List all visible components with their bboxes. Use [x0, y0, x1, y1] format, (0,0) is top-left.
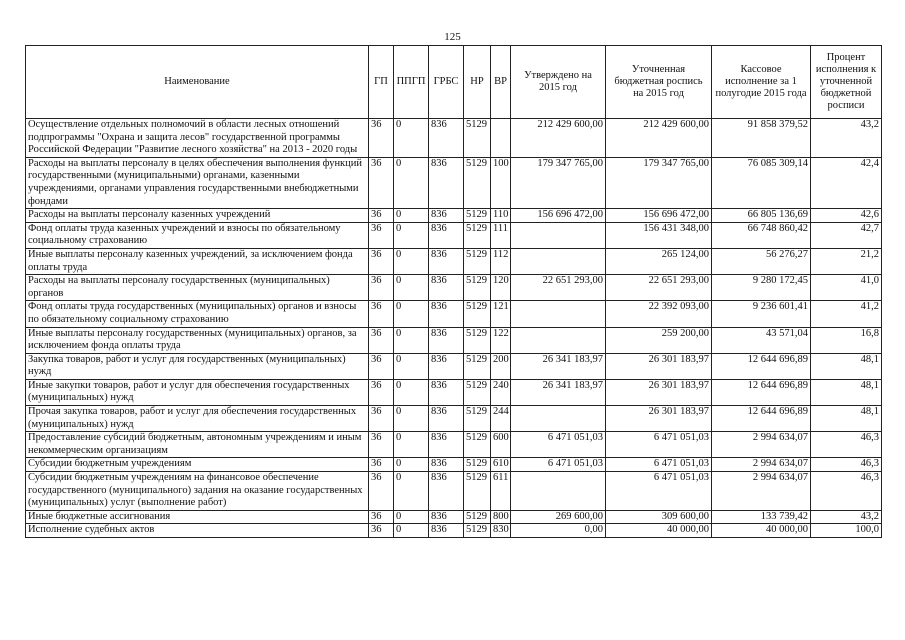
row-name: Иные выплаты персоналу казенных учреждений, за исключением фонда оплаты труда: [26, 248, 369, 274]
row-approved: 212 429 600,00: [511, 119, 606, 158]
row-refined: 6 471 051,03: [606, 432, 712, 458]
row-approved: 22 651 293,00: [511, 275, 606, 301]
row-gp: 36: [369, 301, 394, 327]
row-grbs: 836: [429, 379, 464, 405]
row-ppgp: 0: [394, 275, 429, 301]
row-percent: 46,3: [811, 458, 882, 472]
header-nr: НР: [464, 46, 491, 119]
row-gp: 36: [369, 406, 394, 432]
row-percent: 48,1: [811, 353, 882, 379]
row-approved: 6 471 051,03: [511, 458, 606, 472]
row-nr: 5129: [464, 432, 491, 458]
row-grbs: 836: [429, 353, 464, 379]
row-grbs: 836: [429, 209, 464, 223]
row-cash: 66 748 860,42: [712, 222, 811, 248]
row-approved: [511, 406, 606, 432]
row-cash: 2 994 634,07: [712, 432, 811, 458]
row-nr: 5129: [464, 406, 491, 432]
row-name: Закупка товаров, работ и услуг для государственных (муниципальных) нужд: [26, 353, 369, 379]
row-ppgp: 0: [394, 119, 429, 158]
row-grbs: 836: [429, 301, 464, 327]
row-cash: 12 644 696,89: [712, 353, 811, 379]
row-nr: 5129: [464, 379, 491, 405]
row-ppgp: 0: [394, 524, 429, 538]
row-cash: 66 805 136,69: [712, 209, 811, 223]
row-percent: 21,2: [811, 248, 882, 274]
row-grbs: 836: [429, 472, 464, 511]
row-grbs: 836: [429, 406, 464, 432]
row-gp: 36: [369, 327, 394, 353]
row-ppgp: 0: [394, 222, 429, 248]
row-grbs: 836: [429, 510, 464, 524]
row-gp: 36: [369, 248, 394, 274]
row-approved: 269 600,00: [511, 510, 606, 524]
row-gp: 36: [369, 510, 394, 524]
row-approved: 26 341 183,97: [511, 353, 606, 379]
row-approved: 179 347 765,00: [511, 157, 606, 208]
row-nr: 5129: [464, 472, 491, 511]
row-grbs: 836: [429, 524, 464, 538]
row-grbs: 836: [429, 275, 464, 301]
row-nr: 5129: [464, 510, 491, 524]
row-vr: 200: [491, 353, 511, 379]
row-percent: 48,1: [811, 379, 882, 405]
row-refined: 259 200,00: [606, 327, 712, 353]
row-gp: 36: [369, 458, 394, 472]
row-cash: 91 858 379,52: [712, 119, 811, 158]
row-vr: 830: [491, 524, 511, 538]
table-row: [26, 353, 882, 379]
row-approved: 0,00: [511, 524, 606, 538]
table-row: [26, 275, 882, 301]
row-percent: 16,8: [811, 327, 882, 353]
header-cash: Кассовое исполнение за 1 полугодие 2015 года: [712, 46, 811, 119]
row-refined: 156 431 348,00: [606, 222, 712, 248]
row-approved: [511, 472, 606, 511]
row-nr: 5129: [464, 119, 491, 158]
row-vr: 121: [491, 301, 511, 327]
row-nr: 5129: [464, 222, 491, 248]
row-name: Расходы на выплаты персоналу казенных учреждений: [26, 209, 369, 223]
row-refined: 26 301 183,97: [606, 379, 712, 405]
table-row: [26, 432, 882, 458]
row-name: Фонд оплаты труда казенных учреждений и взносы по обязательному социальному страхованию: [26, 222, 369, 248]
row-nr: 5129: [464, 157, 491, 208]
table-row: [26, 458, 882, 472]
row-cash: 76 085 309,14: [712, 157, 811, 208]
row-ppgp: 0: [394, 406, 429, 432]
row-percent: 46,3: [811, 432, 882, 458]
row-refined: 6 471 051,03: [606, 472, 712, 511]
row-name: Субсидии бюджетным учреждениям на финансовое обеспечение государственного (муниципального) задания на оказание государственных (муниципальных) услуг (выполнение работ): [26, 472, 369, 511]
table-row: [26, 157, 882, 208]
row-nr: 5129: [464, 458, 491, 472]
row-ppgp: 0: [394, 458, 429, 472]
row-refined: 265 124,00: [606, 248, 712, 274]
row-refined: 22 651 293,00: [606, 275, 712, 301]
row-grbs: 836: [429, 119, 464, 158]
header-gp: ГП: [369, 46, 394, 119]
row-percent: 42,6: [811, 209, 882, 223]
row-name: Осуществление отдельных полномочий в области лесных отношений подпрограммы "Охрана и защита лесов" государственной программы Российской Федерации "Развитие лесного хозяйства" на 2013 - 2020 годы: [26, 119, 369, 158]
row-nr: 5129: [464, 209, 491, 223]
table-row: [26, 327, 882, 353]
row-percent: 42,4: [811, 157, 882, 208]
row-approved: [511, 301, 606, 327]
row-vr: 240: [491, 379, 511, 405]
row-cash: 9 236 601,41: [712, 301, 811, 327]
table-row: [26, 524, 882, 538]
row-cash: 2 994 634,07: [712, 458, 811, 472]
table-row: [26, 379, 882, 405]
row-gp: 36: [369, 119, 394, 158]
row-vr: [491, 119, 511, 158]
row-grbs: 836: [429, 432, 464, 458]
row-vr: 110: [491, 209, 511, 223]
header-refined: Уточненная бюджетная роспись на 2015 год: [606, 46, 712, 119]
row-vr: 100: [491, 157, 511, 208]
row-vr: 800: [491, 510, 511, 524]
row-cash: 133 739,42: [712, 510, 811, 524]
table-row: [26, 510, 882, 524]
row-name: Исполнение судебных актов: [26, 524, 369, 538]
row-nr: 5129: [464, 275, 491, 301]
row-percent: 41,2: [811, 301, 882, 327]
row-gp: 36: [369, 379, 394, 405]
row-ppgp: 0: [394, 301, 429, 327]
row-name: Предоставление субсидий бюджетным, автономным учреждениям и иным некоммерческим организациям: [26, 432, 369, 458]
row-ppgp: 0: [394, 248, 429, 274]
header-approved: Утверждено на 2015 год: [511, 46, 606, 119]
row-percent: 43,2: [811, 119, 882, 158]
row-ppgp: 0: [394, 472, 429, 511]
row-nr: 5129: [464, 353, 491, 379]
row-approved: 156 696 472,00: [511, 209, 606, 223]
row-ppgp: 0: [394, 379, 429, 405]
row-vr: 610: [491, 458, 511, 472]
table-header-row: [26, 46, 882, 119]
row-gp: 36: [369, 222, 394, 248]
table-row: [26, 406, 882, 432]
row-approved: [511, 222, 606, 248]
header-percent: Процент исполнения к уточненной бюджетной росписи: [811, 46, 882, 119]
row-ppgp: 0: [394, 353, 429, 379]
row-name: Иные бюджетные ассигнования: [26, 510, 369, 524]
row-refined: 26 301 183,97: [606, 353, 712, 379]
row-name: Иные закупки товаров, работ и услуг для обеспечения государственных (муниципальных) нужд: [26, 379, 369, 405]
header-vr: ВР: [491, 46, 511, 119]
row-nr: 5129: [464, 327, 491, 353]
row-vr: 120: [491, 275, 511, 301]
row-refined: 6 471 051,03: [606, 458, 712, 472]
page-number: 125: [444, 31, 461, 43]
row-grbs: 836: [429, 222, 464, 248]
row-refined: 40 000,00: [606, 524, 712, 538]
row-grbs: 836: [429, 157, 464, 208]
row-ppgp: 0: [394, 432, 429, 458]
row-grbs: 836: [429, 248, 464, 274]
table-row: [26, 472, 882, 511]
row-approved: [511, 248, 606, 274]
row-vr: 122: [491, 327, 511, 353]
row-refined: 179 347 765,00: [606, 157, 712, 208]
row-cash: 9 280 172,45: [712, 275, 811, 301]
row-gp: 36: [369, 524, 394, 538]
row-gp: 36: [369, 353, 394, 379]
row-name: Прочая закупка товаров, работ и услуг для обеспечения государственных (муниципальных) нужд: [26, 406, 369, 432]
row-name: Расходы на выплаты персоналу в целях обеспечения выполнения функций государственными (муниципальными) органами, казенными учреждениями, органами управления государственными внебюджетными фондами: [26, 157, 369, 208]
row-gp: 36: [369, 275, 394, 301]
row-approved: 26 341 183,97: [511, 379, 606, 405]
row-percent: 48,1: [811, 406, 882, 432]
row-percent: 46,3: [811, 472, 882, 511]
budget-table: [25, 45, 882, 538]
row-grbs: 836: [429, 458, 464, 472]
row-refined: 309 600,00: [606, 510, 712, 524]
row-name: Субсидии бюджетным учреждениям: [26, 458, 369, 472]
header-name: Наименование: [26, 46, 369, 119]
row-gp: 36: [369, 157, 394, 208]
header-grbs: ГРБС: [429, 46, 464, 119]
row-cash: 2 994 634,07: [712, 472, 811, 511]
row-approved: 6 471 051,03: [511, 432, 606, 458]
row-approved: [511, 327, 606, 353]
row-gp: 36: [369, 209, 394, 223]
row-cash: 43 571,04: [712, 327, 811, 353]
row-refined: 26 301 183,97: [606, 406, 712, 432]
table-row: [26, 301, 882, 327]
row-percent: 41,0: [811, 275, 882, 301]
row-vr: 111: [491, 222, 511, 248]
row-refined: 212 429 600,00: [606, 119, 712, 158]
row-vr: 112: [491, 248, 511, 274]
row-cash: 40 000,00: [712, 524, 811, 538]
row-nr: 5129: [464, 301, 491, 327]
row-ppgp: 0: [394, 157, 429, 208]
row-percent: 43,2: [811, 510, 882, 524]
row-name: Иные выплаты персоналу государственных (муниципальных) органов, за исключением фонда оплаты труда: [26, 327, 369, 353]
table-row: [26, 248, 882, 274]
table-row: [26, 119, 882, 158]
row-vr: 600: [491, 432, 511, 458]
row-name: Фонд оплаты труда государственных (муниципальных) органов и взносы по обязательному социальному страхованию: [26, 301, 369, 327]
row-grbs: 836: [429, 327, 464, 353]
row-name: Расходы на выплаты персоналу государственных (муниципальных) органов: [26, 275, 369, 301]
row-cash: 56 276,27: [712, 248, 811, 274]
row-vr: 244: [491, 406, 511, 432]
row-nr: 5129: [464, 524, 491, 538]
table-row: [26, 222, 882, 248]
row-ppgp: 0: [394, 510, 429, 524]
row-percent: 100,0: [811, 524, 882, 538]
row-refined: 156 696 472,00: [606, 209, 712, 223]
row-refined: 22 392 093,00: [606, 301, 712, 327]
row-ppgp: 0: [394, 209, 429, 223]
row-gp: 36: [369, 472, 394, 511]
table-row: [26, 209, 882, 223]
table-body: [26, 119, 882, 538]
row-ppgp: 0: [394, 327, 429, 353]
row-gp: 36: [369, 432, 394, 458]
row-percent: 42,7: [811, 222, 882, 248]
row-nr: 5129: [464, 248, 491, 274]
header-ppgp: ППГП: [394, 46, 429, 119]
row-cash: 12 644 696,89: [712, 379, 811, 405]
row-cash: 12 644 696,89: [712, 406, 811, 432]
row-vr: 611: [491, 472, 511, 511]
